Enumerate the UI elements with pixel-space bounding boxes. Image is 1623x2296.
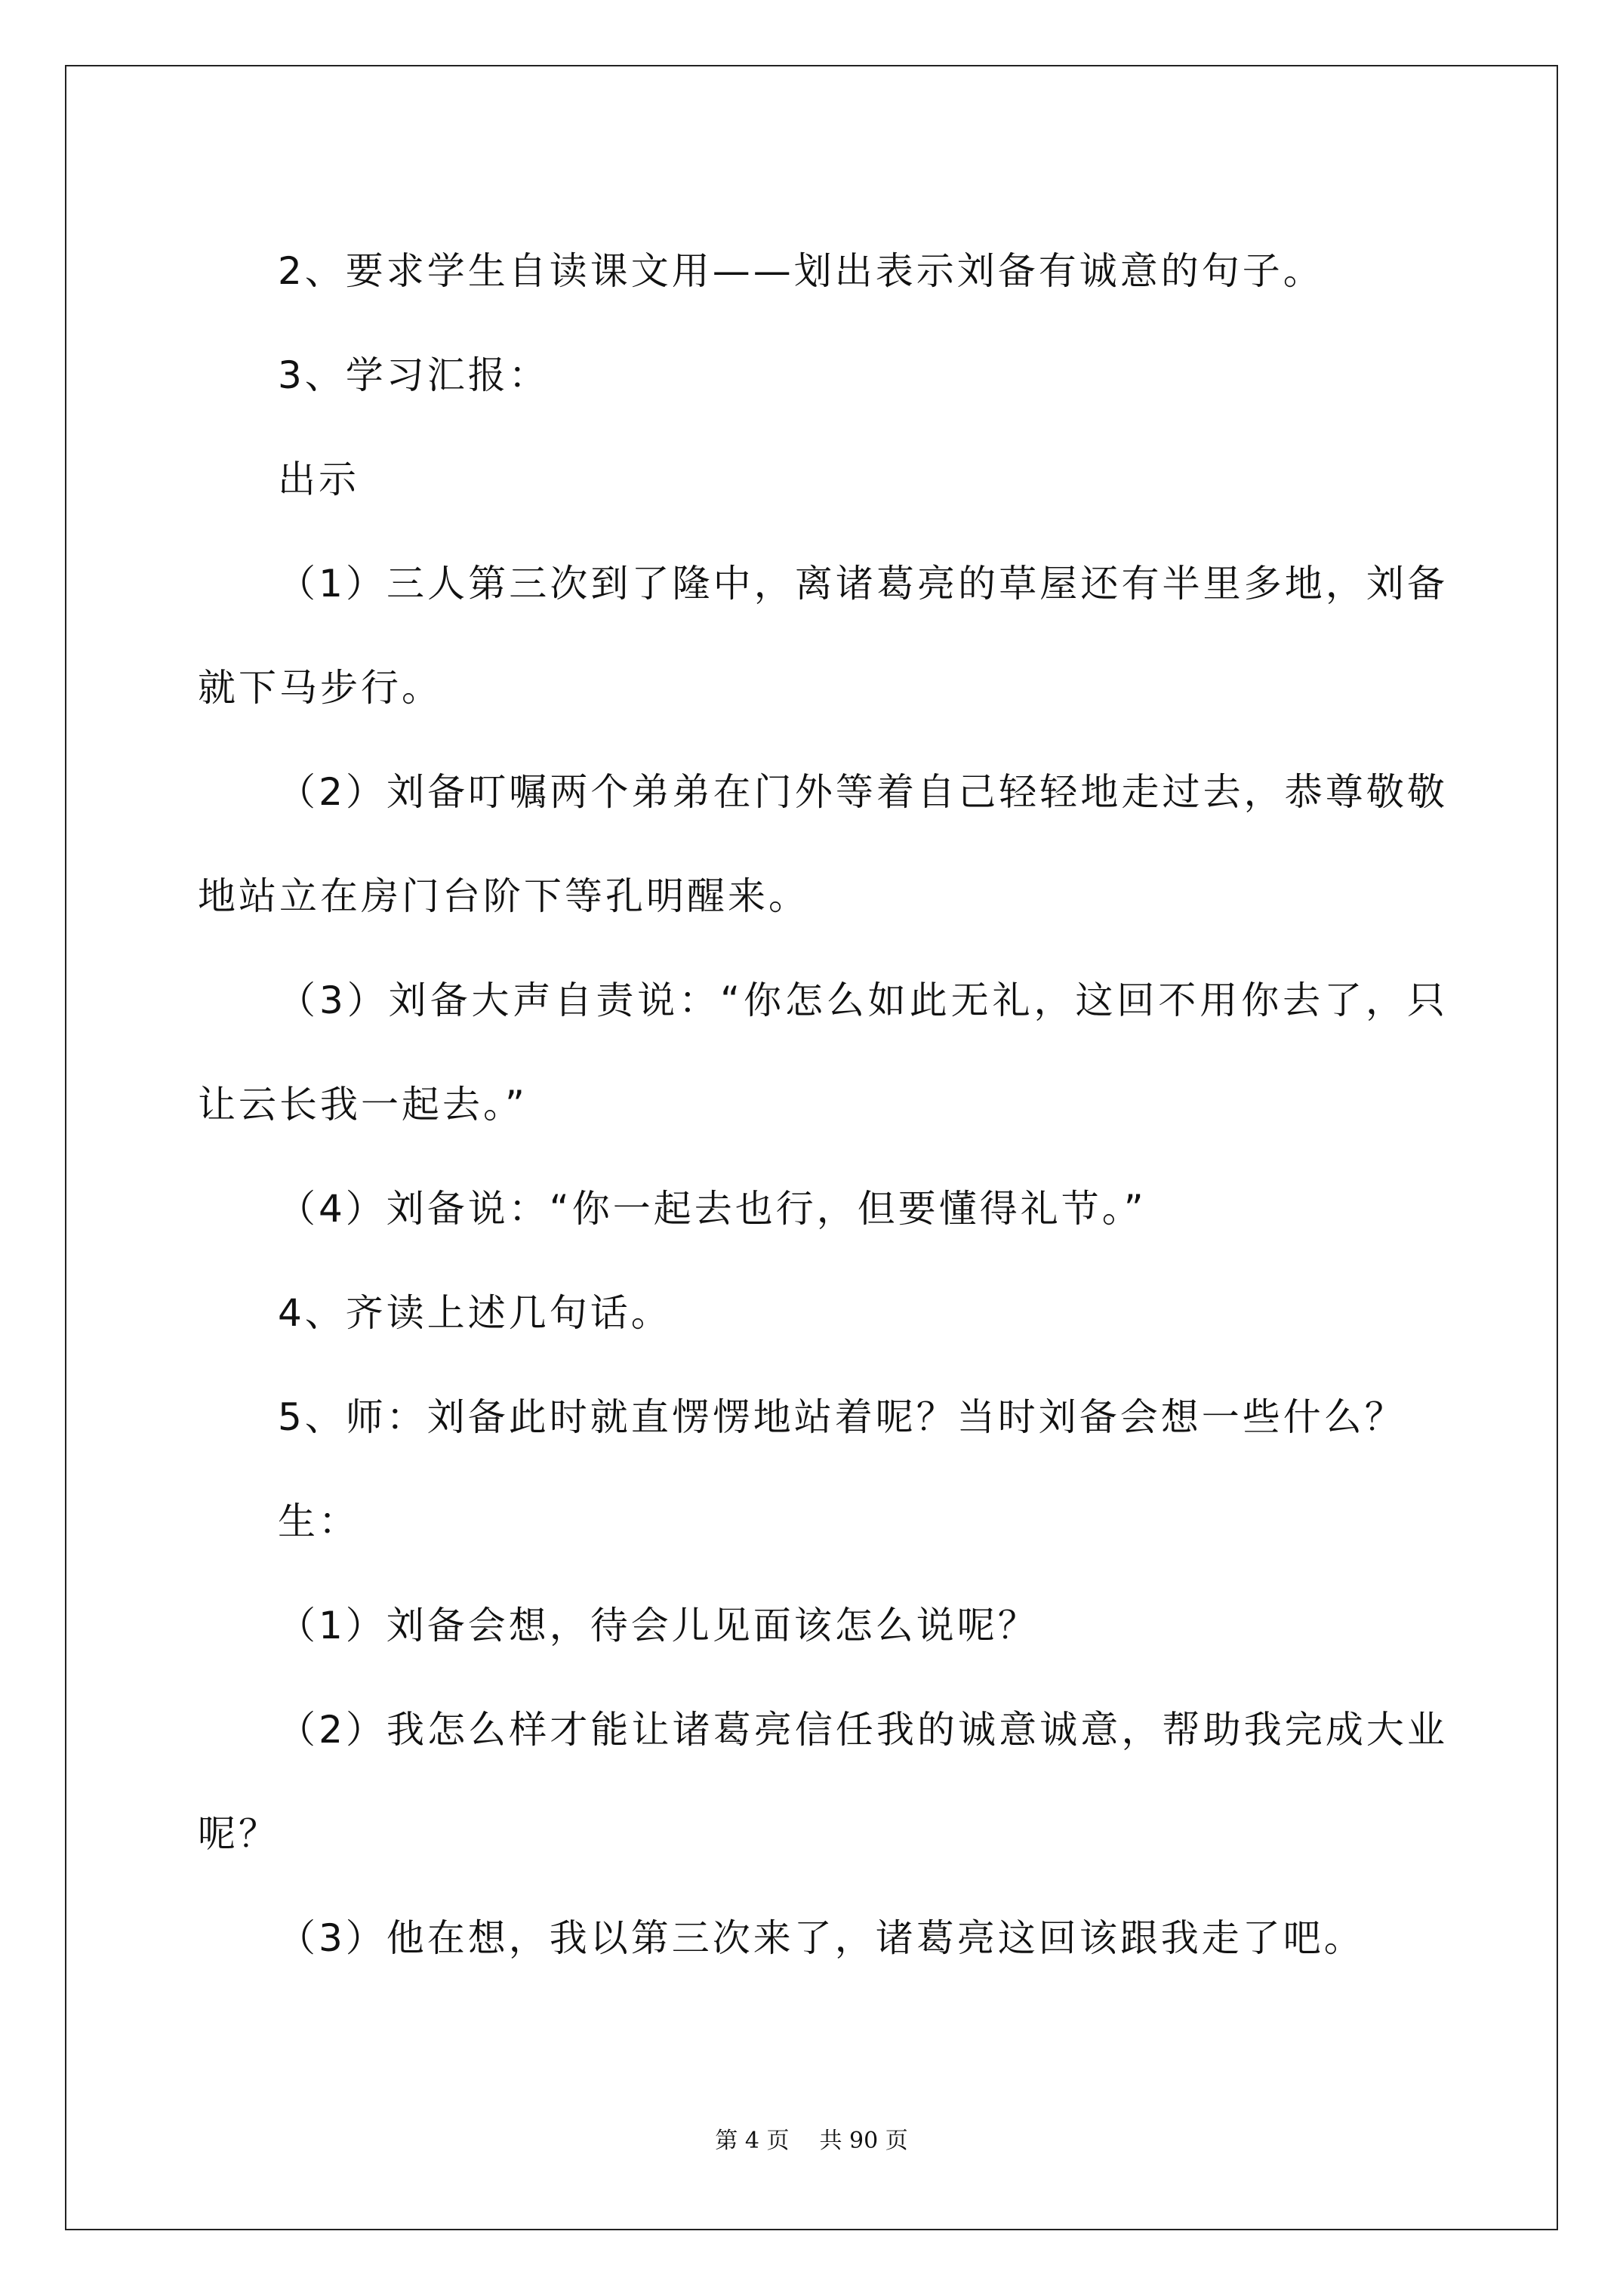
paragraph: （1）刘备会想，待会儿见面该怎么说呢？ [278,1604,1039,1647]
document-body [198,219,1448,1990]
paragraph: （3）他在想，我以第三次来了，诸葛亮这回该跟我走了吧。 [278,1916,1365,1960]
paragraph: （4）刘备说：“你一起去也行，但要懂得礼节。” [278,1187,1147,1231]
paragraph: 出示 [278,458,359,501]
paragraph: （1）三人第三次到了隆中，离诸葛亮的草屋还有半里多地，刘备就下马步行。 [198,562,1448,710]
paragraph: （3）刘备大声自责说：“你怎么如此无礼，这回不用你去了，只让云长我一起去。” [198,978,1448,1126]
page-number: 第 4 页 [715,2128,790,2154]
paragraph: 5、师：刘备此时就直愣愣地站着呢？当时刘备会想一些什么？ [278,1395,1406,1439]
paragraph: （2）我怎么样才能让诸葛亮信任我的诚意诚意，帮助我完成大业呢？ [198,1708,1448,1856]
paragraph: 2、要求学生自读课文用——划出表示刘备有诚意的句子。 [278,249,1324,293]
paragraph: （2）刘备叮嘱两个弟弟在门外等着自己轻轻地走过去，恭尊敬敬地站立在房门台阶下等孔明醒来。 [198,770,1448,918]
page-total: 共 90 页 [819,2128,908,2154]
paragraph: 3、学习汇报： [278,353,550,397]
paragraph: 4、齐读上述几句话。 [278,1291,672,1335]
paragraph: 生： [278,1499,359,1543]
page-footer [0,2122,1623,2155]
